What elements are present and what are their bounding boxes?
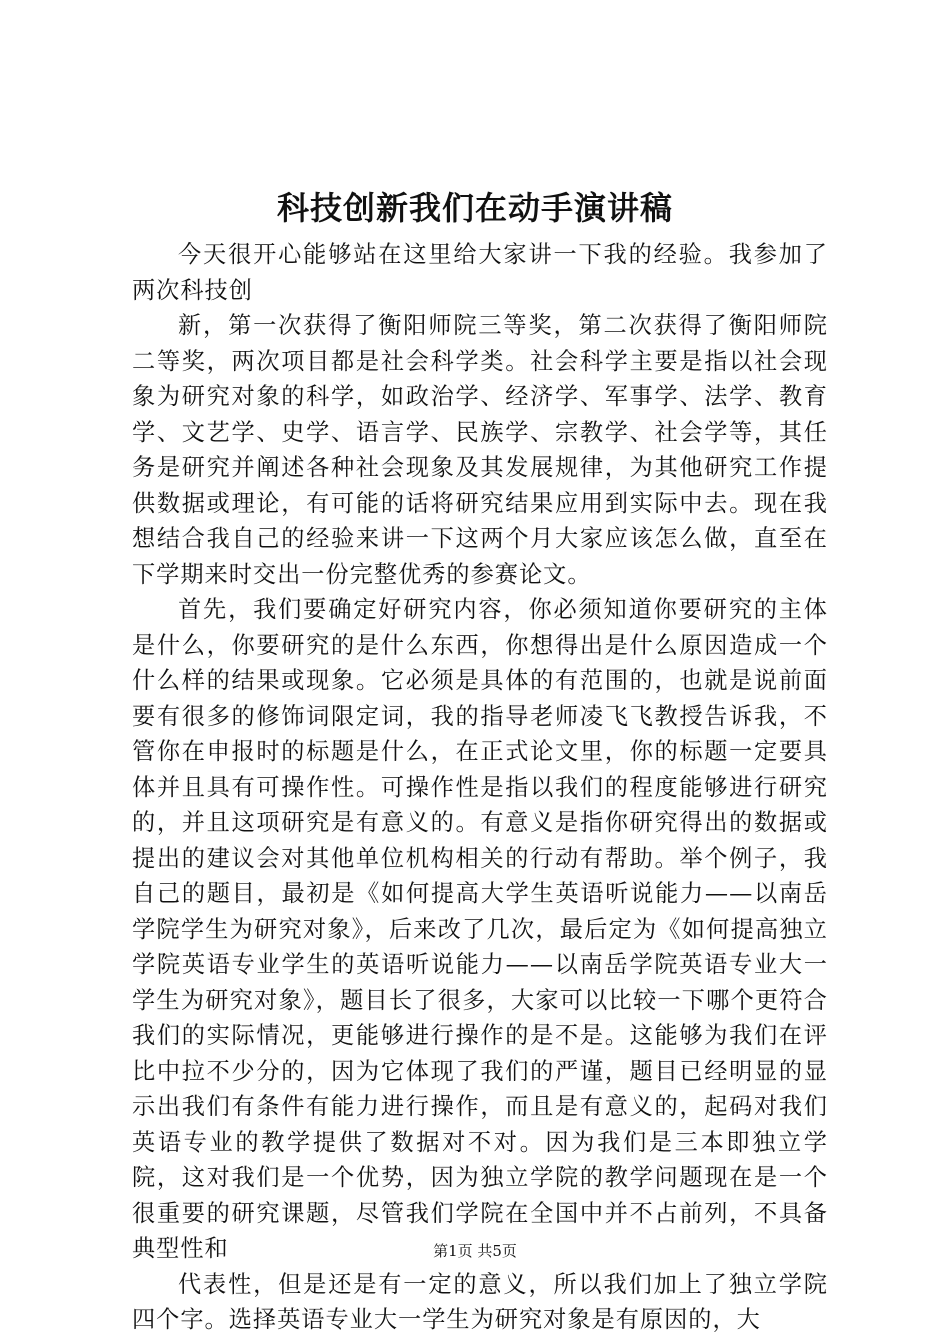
paragraph-3: 首先，我们要确定好研究内容，你必须知道你要研究的主体是什么，你要研究的是什么东西，你想得出是什么原因造成一个什么样的结果或现象。它必须是具体的有范围的，也就是说前面要有很多的修饰词限定词，我的指导老师凌飞飞教授告诉我，不管你在申报时的标题是什么，在正式论文里，你的标题一定要具体并且具有可操作性。可操作性是指以我们的程度能够进行研究的，并且这项研究是有意义的。有意义是指你研究得出的数据或提出的建议会对其他单位机构相关的行动有帮助。举个例子，我自己的题目，最初是《如何提高大学生英语听说能力——以南岳学院学生为研究对象》，后来改了几次，最后定为《如何提高独立学院英语专业学生的英语听说能力——以南岳学院英语专业大一学生为研究对象》，题目长了很多，大家可以比较一下哪个更符合我们的实际情况，更能够进行操作的是不是。这能够为我们在评比中拉不少分的，因为它体现了我们的严谨，题目已经明显的显示出我们有条件有能力进行操作，而且是有意义的，起码对我们英语专业的教学提供了数据对不对。因为我们是三本即独立学院，这对我们是一个优势，因为独立学院的教学问题现在是一个很重要的研究课题，尽管我们学院在全国中并不占前列，不具备典型性和 bbox=[132, 596, 828, 1262]
paragraph-1: 今天很开心能够站在这里给大家讲一下我的经验。我参加了两次科技创 bbox=[132, 241, 828, 304]
document-body bbox=[132, 237, 828, 1338]
paragraph-4: 代表性，但是还是有一定的意义，所以我们加上了独立学院四个字。选择英语专业大一学生为研究对象是有原因的，大 bbox=[132, 1270, 828, 1333]
paragraph-2: 新，第一次获得了衡阳师院三等奖，第二次获得了衡阳师院二等奖，两次项目都是社会科学类。社会科学主要是指以社会现象为研究对象的科学，如政治学、经济学、军事学、法学、教育学、文艺学、史学、语言学、民族学、宗教学、社会学等，其任务是研究并阐述各种社会现象及其发展规律，为其他研究工作提供数据或理论，有可能的话将研究结果应用到实际中去。现在我想结合我自己的经验来讲一下这两个月大家应该怎么做，直至在下学期来时交出一份完整优秀的参赛论文。 bbox=[132, 312, 828, 588]
page-number-footer: 第1页 共5页 bbox=[433, 1242, 517, 1260]
document-title: 科技创新我们在动手演讲稿 bbox=[276, 189, 673, 227]
